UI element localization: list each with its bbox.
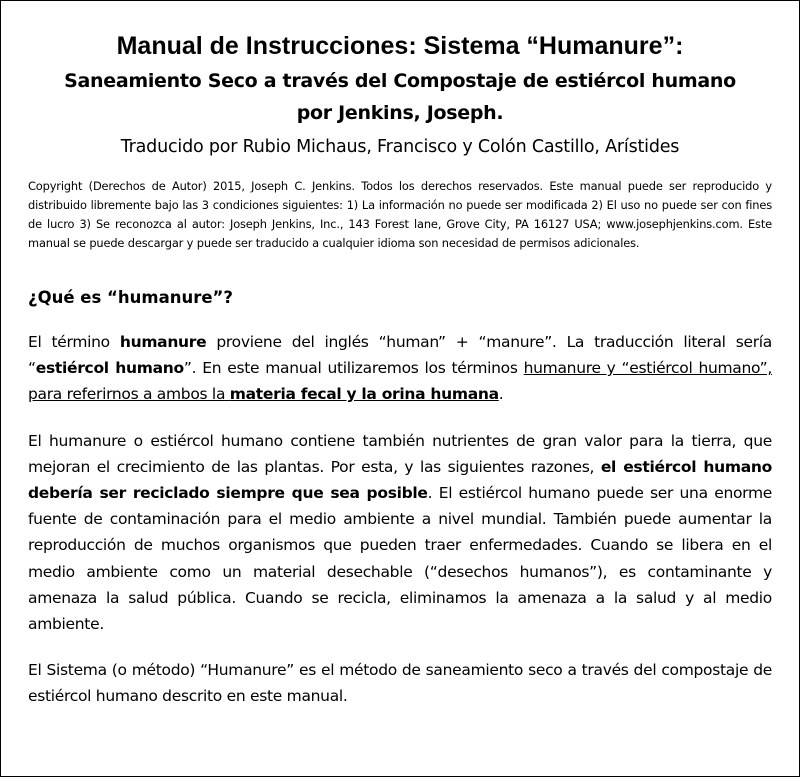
p1-bold-humanure: humanure <box>119 333 207 351</box>
p1-text-2: proviene del inglés “human” + “manure”. La traducción literal sería “ <box>28 333 772 378</box>
p1-underlined-text: humanure y “estiércol humano”, para referirnos a ambos la <box>28 359 773 404</box>
document-title: Manual de Instrucciones: Sistema “Humanure”: <box>116 32 684 60</box>
p1-text-4: . <box>498 385 504 404</box>
p2-text-2: . El estiércol humano puede ser una enorme fuente de contaminación para el medio ambiente a nivel mundial. También puede aumentar la reproducción de muchos organismos que pueden traer enfermedades. Cuando se libera en el medio ambiente como un material desechable (“desechos humanos”), es contaminante y amenaza la salud pública. Cuando se recicla, eliminamos la amenaza a la salud y al medio ambiente. <box>28 484 772 634</box>
p1-text-3: ”. En este manual utilizaremos los términos <box>183 359 524 378</box>
section-heading: ¿Qué es “humanure”? <box>28 288 233 307</box>
paragraph-3: El Sistema (o método) “Humanure” es el método de saneamiento seco a través del compostaje de estiércol humano descrito en este manual. <box>28 661 772 706</box>
p2-text-1: El humanure o estiércol humano contiene también nutrientes de gran valor para la tierra, que mejoran el crecimiento de las plantas. Por esta, y las siguientes razones, <box>28 431 772 476</box>
paragraph-1 <box>28 329 772 408</box>
paragraph-2 <box>28 428 772 638</box>
p1-underlined-bold: materia fecal y la orina humana <box>229 385 499 404</box>
copyright-notice: Copyright (Derechos de Autor) 2015, Joseph C. Jenkins. Todos los derechos reservados. Este manual puede ser reproducido y distribuido libremente bajo las 3 condiciones siguientes: 1) La información no puede ser modificada 2) El uso no puede ser con fines de lucro 3) Se reconozca al autor: Joseph Jenkins, Inc., 143 Forest lane, Grove City, PA 16127 USA; www.josephjenkins.com. Este manual se puede descargar y puede ser traducido a cualquier idioma son necesidad de permisos adicionales. <box>28 179 772 250</box>
p1-bold-estiercol: estiércol humano <box>35 359 184 378</box>
p1-text-1: El término <box>28 333 120 351</box>
translator-credit: Traducido por Rubio Michaus, Francisco y Colón Castillo, Arístides <box>120 137 680 157</box>
subtitle-line-2: por Jenkins, Joseph. <box>296 102 504 124</box>
document-subtitle <box>28 65 772 129</box>
p2-bold-reciclado: el estiércol humano debería ser reciclado siempre que sea posible <box>28 457 772 503</box>
subtitle-line-1: Saneamiento Seco a través del Compostaje de estiércol humano <box>64 70 736 92</box>
